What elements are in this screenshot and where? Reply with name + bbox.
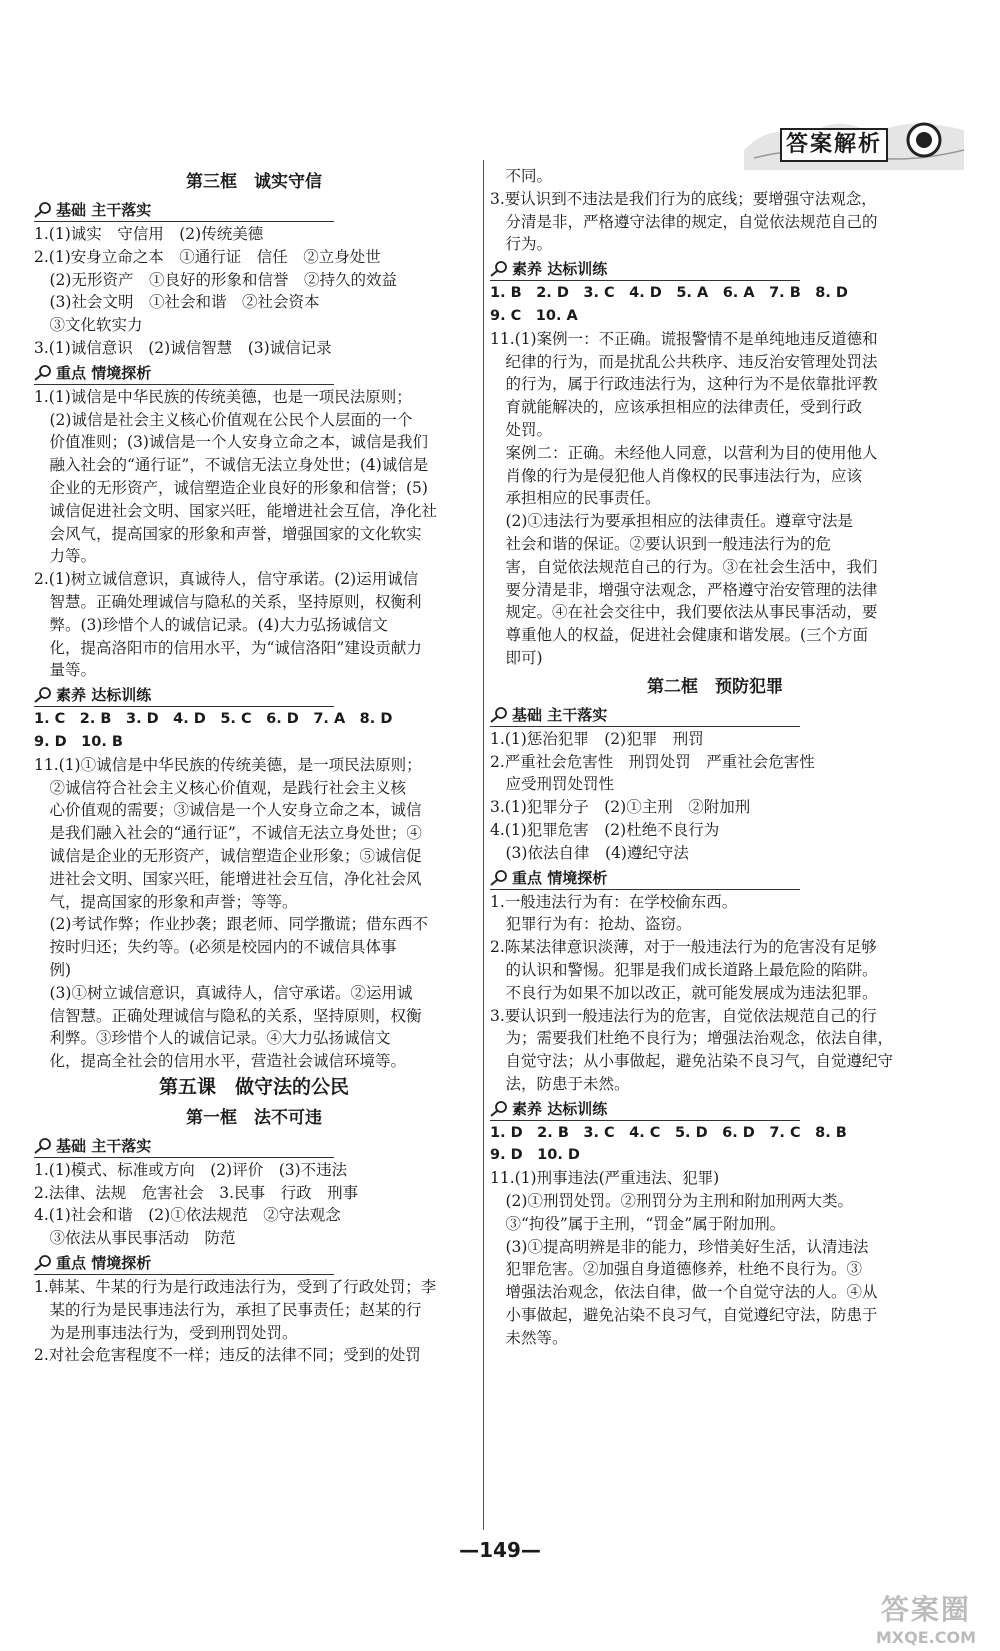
text-line: 应受刑罚处罚性 [490, 775, 615, 794]
text-line: 诚信是企业的无形资产，诚信塑造企业形象；⑤诚信促 [34, 846, 422, 865]
section-heading-label: 基础 主干落实 [56, 1136, 152, 1155]
text-line: 1.韩某、牛某的行为是行政违法行为，受到了行政处罚；李 [34, 1278, 437, 1297]
header-title: 答案解析 [780, 128, 888, 162]
magnifier-icon [34, 202, 52, 218]
text-line: 某的行为是民事违法行为，承担了民事责任；赵某的行 [34, 1300, 422, 1319]
magnifier-icon [490, 261, 508, 277]
section-heading-label: 重点 情境探析 [512, 868, 608, 887]
magnifier-icon [34, 687, 52, 703]
text-line: 1.(1)模式、标准或方向 (2)评价 (3)不违法 [34, 1160, 348, 1179]
section-heading-label: 基础 主干落实 [56, 201, 152, 219]
section-heading [34, 362, 474, 384]
text-line: 的行为，属于行政违法行为，这种行为不是依靠批评教 [490, 375, 878, 394]
text-line: 的认识和警惕。犯罪是我们成长道路上最危险的陷阱。 [490, 960, 878, 979]
text-line: (2)诚信是社会主义核心价值观在公民个人层面的一个 [34, 410, 413, 429]
section-heading [490, 1098, 940, 1120]
text-line: 害，自觉依法规范自己的行为。③在社会生活中，我们 [490, 557, 878, 576]
text-line: 案例二：正确。未经他人同意，以营利为目的使用他人 [490, 443, 878, 462]
text-line: 为是刑事违法行为，受到刑罚处罚。 [34, 1323, 298, 1342]
text-line: ②诚信符合社会主义核心价值观，是践行社会主义核 [34, 778, 407, 797]
text-line: 不同。 [490, 167, 553, 185]
text-line: 2.陈某法律意识淡薄，对于一般违法行为的危害没有足够 [490, 938, 877, 957]
text-line: 3.要认识到一般违法行为的危害，自觉依法规范自己的行 [490, 1006, 877, 1025]
watermark-logo [876, 1588, 976, 1647]
text-line: 化，提高全社会的信用水平，营造社会诚信环境等。 [34, 1052, 407, 1071]
text-line: 智慧。正确处理诚信与隐私的关系，坚持原则，权衡利 [34, 592, 422, 611]
text-line: (3)依法自律 (4)遵纪守法 [490, 843, 689, 862]
text-line: 11.(1)刑事违法(严重违法、犯罪) [490, 1169, 720, 1188]
text-line: 进社会文明、国家兴旺，能增进社会互信，净化社会风 [34, 869, 422, 888]
text-line: 2.严重社会危害性 刑罚处罚 严重社会危害性 [490, 752, 815, 771]
text-line: 1.(1)惩治犯罪 (2)犯罪 刑罚 [490, 729, 704, 748]
section-heading [34, 1252, 474, 1274]
text-line: 气，提高国家的形象和声誉；等等。 [34, 892, 298, 911]
text-line: 利弊。③珍惜个人的诚信记录。④大力弘扬诚信文 [34, 1029, 391, 1048]
magnifier-icon [34, 365, 52, 381]
magnifier-icon [34, 1138, 52, 1154]
watermark-cn: 答案圈 [880, 1593, 971, 1626]
answer-key-line: 9. D 10. D [490, 1147, 580, 1164]
magnifier-icon [490, 1101, 508, 1117]
text-line: 小事做起，避免沾染不良习气，自觉遵纪守法，防患于 [490, 1306, 878, 1325]
text-line: 11.(1)①诚信是中华民族的传统美德，是一项民法原则； [34, 755, 422, 774]
section-heading-label: 素养 达标训练 [56, 686, 152, 705]
text-line: 是我们融入社会的“通行证”，不诚信无法立身处世；④ [34, 824, 422, 843]
text-line: 法，防患于未然。 [490, 1074, 630, 1093]
text-line: (3)社会文明 ①社会和谐 ②社会资本 [34, 293, 320, 312]
text-line: 行为。 [490, 235, 553, 254]
section-heading-label: 基础 主干落实 [512, 705, 608, 724]
magnifier-icon [490, 870, 508, 886]
answer-key-line: 1. D 2. B 3. C 4. C 5. D 6. D 7. C 8. B [490, 1124, 847, 1141]
text-line: ③文化软实力 [34, 316, 143, 335]
text-line: 诚信促进社会文明、国家兴旺，能增进社会互信，净化社 [34, 501, 438, 520]
text-line: 自觉守法；从小事做起，避免沾染不良习气，自觉遵纪守 [490, 1052, 894, 1071]
text-line: 不良行为如果不加以改正，就可能发展成为违法犯罪。 [490, 983, 878, 1002]
text-line: 3.要认识到不违法是我们行为的底线；要增强守法观念， [490, 189, 877, 208]
watermark-en: MXQE.COM [875, 1628, 976, 1647]
right-column [490, 165, 940, 1350]
text-line: 融入社会的“通行证”，不诚信无法立身处世；(4)诚信是 [34, 456, 429, 475]
text-line: 3.(1)诚信意识 (2)诚信智慧 (3)诚信记录 [34, 338, 332, 357]
frame-title: 第三框 诚实守信 [186, 172, 322, 192]
text-line: 为；需要我们杜绝不良行为；增强法治观念，依法自律， [490, 1029, 894, 1048]
text-line: 2.对社会危害程度不一样；违反的法律不同；受到的处罚 [34, 1346, 421, 1365]
text-line: 分清是非，严格遵守法律的规定，自觉依法规范自己的 [490, 212, 878, 231]
section-heading [34, 199, 474, 221]
text-line: 社会和谐的保证。②要认识到一般违法行为的危 [490, 534, 832, 553]
text-line: 信智慧。正确处理诚信与隐私的关系，坚持原则，权衡 [34, 1006, 422, 1025]
text-line: 量等。 [34, 661, 97, 680]
text-line: 即可) [490, 648, 543, 667]
text-line: 增强法治观念，依法自律，做一个自觉守法的人。④从 [490, 1283, 878, 1302]
frame-title: 第一框 法不可违 [186, 1107, 322, 1128]
section-heading-label: 重点 情境探析 [56, 363, 152, 382]
text-line: 4.(1)社会和谐 (2)①依法规范 ②守法观念 [34, 1206, 341, 1225]
text-line: 肖像的行为是侵犯他人肖像权的民事违法行为，应该 [490, 466, 863, 485]
section-heading-label: 素养 达标训练 [512, 1099, 608, 1118]
lesson-title: 第五课 做守法的公民 [158, 1075, 349, 1098]
page-number: —149— [459, 1538, 541, 1562]
text-line: 2.法律、法规 危害社会 3.民事 行政 刑事 [34, 1183, 359, 1202]
text-line: 育就能解决的，应该承担相应的法律责任，受到行政 [490, 398, 863, 417]
text-line: 犯罪危害。②加强自身道德修养，杜绝不良行为。③ [490, 1260, 863, 1279]
column-divider [483, 160, 484, 1530]
text-line: 尊重他人的权益，促进社会健康和谐发展。(三个方面 [490, 626, 869, 645]
left-column [34, 165, 474, 1367]
text-line: (3)①提高明辨是非的能力，珍惜美好生活，认清违法 [490, 1237, 869, 1256]
text-line: 会风气，提高国家的形象和声誉，增强国家的文化软实 [34, 524, 422, 543]
answer-key-line: 1. C 2. B 3. D 4. D 5. C 6. D 7. A 8. D [34, 711, 393, 728]
text-line: 企业的无形资产，诚信塑造企业良好的形象和信誉；(5) [34, 478, 428, 497]
text-line: 1.(1)诚实 守信用 (2)传统美德 [34, 225, 264, 243]
text-line: 未然等。 [490, 1328, 568, 1347]
text-line: 纪律的行为，而是扰乱公共秩序、违反治安管理处罚法 [490, 352, 878, 371]
section-heading [490, 704, 940, 726]
section-heading [34, 1135, 474, 1157]
text-line: 弊。(3)珍惜个人的诚信记录。(4)大力弘扬诚信文 [34, 615, 388, 634]
answer-key-line: 9. C 10. A [490, 307, 578, 324]
text-line: (2)①违法行为要承担相应的法律责任。遵章守法是 [490, 512, 853, 531]
text-line: 例) [34, 960, 72, 979]
text-line: 1.(1)诚信是中华民族的传统美德，也是一项民法原则； [34, 387, 412, 406]
text-line: 1.一般违法行为有：在学校偷东西。 [490, 892, 738, 911]
text-line: 力等。 [34, 547, 97, 566]
text-line: 按时归还；失约等。(必须是校园内的不诚信具体事 [34, 938, 397, 957]
text-line: 要分清是非，增强守法观念，严格遵守治安管理的法律 [490, 580, 878, 599]
text-line: 2.(1)安身立命之本 ①通行证 信任 ②立身处世 [34, 247, 381, 266]
text-line: 价值准则；(3)诚信是一个人安身立命之本，诚信是我们 [34, 433, 428, 452]
text-line: 化，提高洛阳市的信用水平，为“诚信洛阳”建设贡献力 [34, 638, 422, 657]
answer-key-line: 9. D 10. B [34, 733, 123, 750]
text-line: 心价值观的需要；③诚信是一个人安身立命之本，诚信 [34, 801, 422, 820]
text-line: 犯罪行为有：抢劫、盗窃。 [490, 915, 692, 934]
magnifier-icon [34, 1255, 52, 1271]
text-line: (2)考试作弊；作业抄袭；跟老师、同学撒谎；借东西不 [34, 915, 428, 934]
text-line: (3)①树立诚信意识，真诚待人，信守承诺。②运用诚 [34, 983, 413, 1002]
text-line: 承担相应的民事责任。 [490, 489, 661, 508]
section-heading [490, 258, 940, 280]
text-line: ③“拘役”属于主刑，“罚金”属于附加刑。 [490, 1214, 786, 1233]
text-line: 3.(1)犯罪分子 (2)①主刑 ②附加刑 [490, 798, 751, 817]
text-line: 11.(1)案例一：不正确。谎报警情不是单纯地违反道德和 [490, 329, 878, 348]
section-heading [490, 867, 940, 889]
text-line: 处罚。 [490, 420, 553, 439]
section-heading-label: 重点 情境探析 [56, 1254, 152, 1273]
text-line: 规定。④在社会交往中，我们要依法从事民事活动，要 [490, 603, 878, 622]
section-heading-label: 素养 达标训练 [512, 260, 608, 279]
text-line: (2)①刑罚处罚。②刑罚分为主刑和附加刑两大类。 [490, 1192, 853, 1211]
text-line: (2)无形资产 ①良好的形象和信誉 ②持久的效益 [34, 270, 397, 289]
frame-title: 第二框 预防犯罪 [647, 676, 783, 697]
answer-key-line: 1. B 2. D 3. C 4. D 5. A 6. A 7. B 8. D [490, 285, 848, 302]
magnifier-icon [490, 707, 508, 723]
text-line: 4.(1)犯罪危害 (2)杜绝不良行为 [490, 820, 720, 839]
text-line: ③依法从事民事活动 防范 [34, 1229, 236, 1248]
section-heading [34, 684, 474, 706]
text-line: 2.(1)树立诚信意识，真诚待人，信守承诺。(2)运用诚信 [34, 570, 419, 589]
